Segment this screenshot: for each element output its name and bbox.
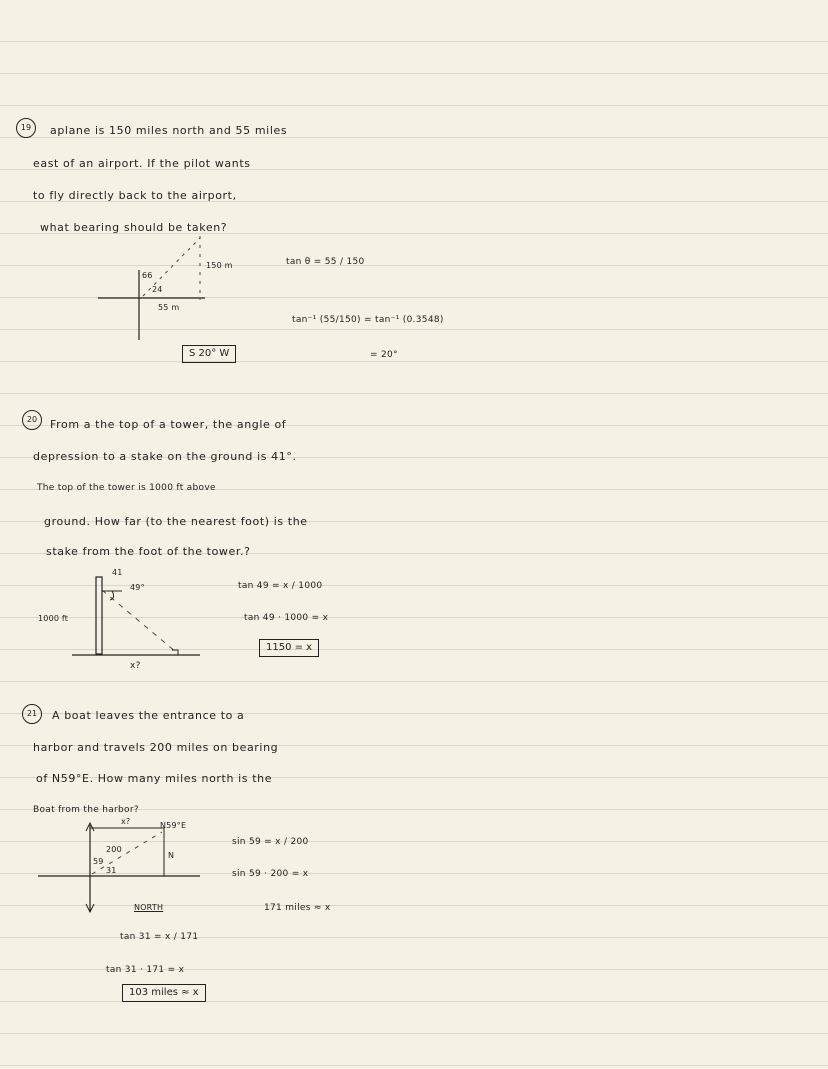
problem-21-line-4: Boat from the harbor? — [33, 805, 139, 815]
problem-20-line-1: From a the top of a tower, the angle of — [50, 418, 287, 431]
problem-20-top-angle: 41 — [112, 568, 123, 577]
problem-19-work-3: = 20° — [370, 350, 398, 360]
problem-21-bearing-label: N59°E — [160, 821, 187, 830]
problem-21-north-label: NORTH — [134, 903, 164, 912]
problem-19-work-1: tan θ = 55 / 150 — [286, 257, 365, 267]
problem-21-n-label: N — [168, 851, 175, 860]
problem-20-line-5: stake from the foot of the tower.? — [46, 545, 251, 558]
problem-19-north-label: 150 m — [206, 261, 233, 270]
problem-21-work-2: sin 59 · 200 = x — [232, 869, 309, 879]
problem-20-inner-angle: 49° — [130, 583, 145, 592]
problem-20-base-label: x? — [130, 661, 141, 671]
problem-21-work-1: sin 59 = x / 200 — [232, 837, 309, 847]
problem-21-line-3: of N59°E. How many miles north is the — [36, 772, 273, 785]
problem-21-work-3: 171 miles ≈ x — [264, 903, 331, 913]
problem-21-hyp-label: 200 — [106, 845, 122, 854]
problem-19-angle-a: 66 — [142, 271, 153, 280]
problem-21-angle-a: 59 — [93, 857, 104, 866]
problem-20-work-1: tan 49 = x / 1000 — [238, 581, 323, 591]
problem-19-work-2: tan⁻¹ (55/150) = tan⁻¹ (0.3548) — [292, 315, 444, 325]
problem-21-work-5: tan 31 · 171 = x — [106, 965, 185, 975]
problem-19-line-1: aplane is 150 miles north and 55 miles — [50, 124, 288, 137]
problem-21-answer-box: 103 miles ≈ x — [122, 984, 206, 1002]
problem-21-line-1: A boat leaves the entrance to a — [52, 709, 245, 722]
problem-19-line-2: east of an airport. If the pilot wants — [33, 157, 251, 170]
problem-19-line-4: what bearing should be taken? — [40, 221, 228, 234]
problem-19-answer-box: S 20° W — [182, 345, 236, 363]
problem-19-angle-b: 24 — [152, 285, 163, 294]
problem-21-number: 21 — [22, 704, 42, 724]
problem-20-work-2: tan 49 · 1000 = x — [244, 613, 329, 623]
problem-21-angle-b: 31 — [106, 866, 117, 875]
problem-21-line-2: harbor and travels 200 miles on bearing — [33, 741, 279, 754]
problem-21-x-label: x? — [121, 817, 131, 826]
problem-19-number: 19 — [16, 118, 36, 138]
problem-20-answer-box: 1150 = x — [259, 639, 319, 657]
path-dashed — [92, 832, 162, 874]
problem-19-line-3: to fly directly back to the airport, — [33, 189, 237, 202]
problem-20-line-2: depression to a stake on the ground is 41°. — [33, 450, 297, 463]
problem-21-work-4: tan 31 = x / 171 — [120, 932, 199, 942]
problem-20-line-3: The top of the tower is 1000 ft above — [37, 483, 216, 493]
problem-19-east-label: 55 m — [158, 303, 180, 312]
problem-20-number: 20 — [22, 410, 42, 430]
problem-20-line-4: ground. How far (to the nearest foot) is the — [44, 515, 308, 528]
problem-20-height-label: 1000 ft — [38, 614, 69, 623]
